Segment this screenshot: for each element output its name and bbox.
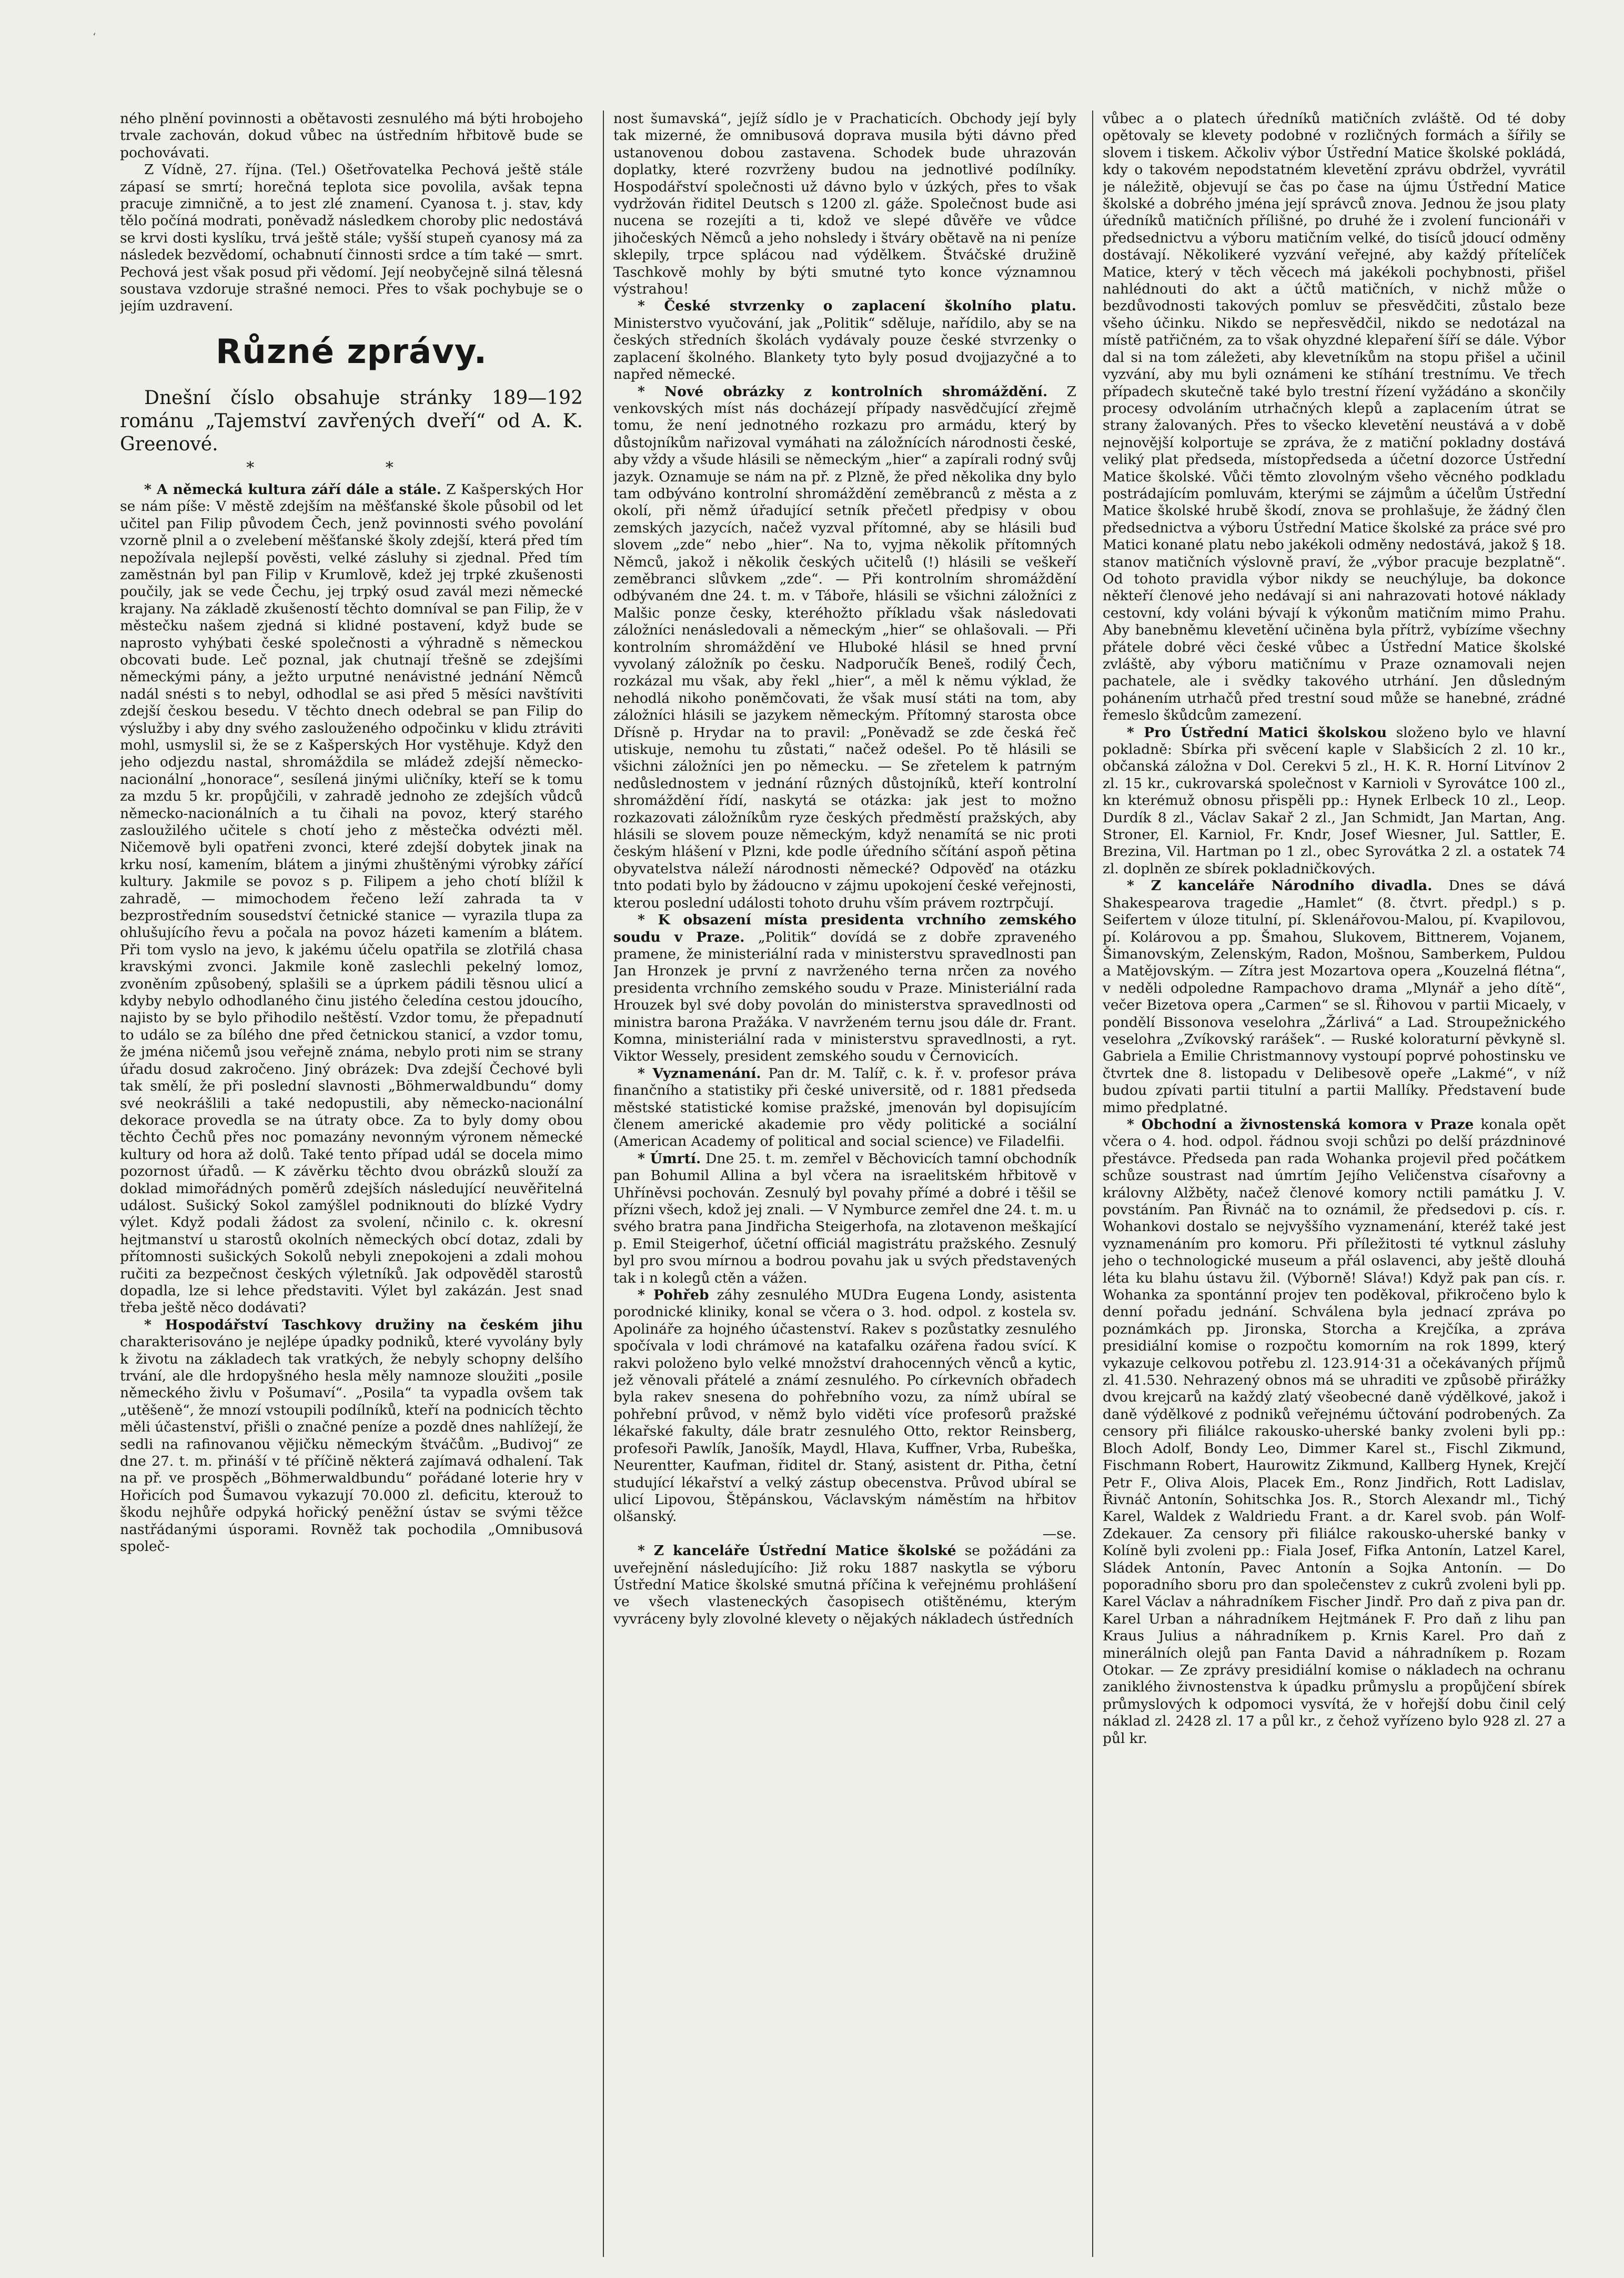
column-rule-2 <box>1092 110 1093 2257</box>
article-body: konala opět včera o 4. hod. odpol. řádnou svoji schůzi po delší prázdninové přestávce. Předseda pan rada Wohanka projevil před počátkem schůze soustrast nad úmrtím Jejího Veličenstva císařovny a královny Alžběty, načež členové komory nctili památku J. V. povstáním. Pan Řivnáč na to oznámil, že předsedovi p. cís. r. Wohankovi dostalo se nejvyššího vyznamenání, kteréž také jest vyznamenáním pro komoru. Při příležitosti té vytknul zásluhy jeho o technologické museum a přál oslavenci, aby ještě dlouhá léta ku blahu ústavu žil. (Výborně! Sláva!) Když pak pan cís. r. Wohanka za spontánní projev ten poděkoval, přikročeno bylo k denní pořadu jednání. Schválena byla jednací zpráva po poznámkách pp. Jironska, Storcha a Krejčíka, a zpráva presidiální komise o rozpočtu komorním na rok 1899, který vykazuje celkovou potřebu zl. 123.914·31 a očekávaných příjmů zl. 41.530. Nehrazený obnos má se uhraditi ve způsobě přirážky dvou krejcarů na každý zlatý všeobecné daně výdělkové, jakož i daně výdělkové z podniků veřejnému účtování podrobených. Za censory při filiálce rakousko-uherské banky zvoleni byli pp.: Bloch Adolf, Bondy Leo, Dimmer Karel st., Fischl Zikmund, Fischmann Robert, Haurowitz Zikmund, Kallberg Hynek, Krejčí Petr F., Oliva Alois, Placek Em., Ronz Jindřich, Rott Ladislav, Řivnáč Antonín, Sohitschka Jos. R., Storch Alexandr ml., Tichý Karel, Waldek z Waldriedu Frant. a dr. Karel svob. pán Wolf-Zdekauer. Za censory při filiálce rakousko-uherské banky v Kolíně byli zvoleni pp.: Fiala Josef, Fifka Antonín, Latzel Karel, Sládek Antonín, Pavec Antonín a Sojka Antonín. — Do poporadního sboru pro dan společenstev z cukrů zvoleni byli pp. Karel Václav a náhradníkem Fischer Jindř. Pro daň z piva pan dr. Karel Urban a náhradníkem Hejtmánek F. Pro daň z lihu pan Kraus Julius a náhradníkem p. Krnis Karel. Pro daň z minerálních olejů pan Fanta David a náhradníkem p. Rozam Otokar. — Ze zprávy presidiální komise o nákladech na ochranu zaniklého živnostenstva k úpadku průmyslu a propůjčení sbírek průmyslových k odpomoci vysvítá, že v hořejší dobu činil celý náklad zl. 2428 zl. 17 a půl kr., z čehož vyřízeno bylo 928 zl. 27 a půl kr. <box>1103 1116 1566 1747</box>
article-german-culture <box>120 481 583 1317</box>
article-headline: * A německá kultura září dále a stále. <box>144 481 441 498</box>
column-1 <box>120 110 583 2257</box>
article-headline: * Z kanceláře Národního divadla. <box>1127 878 1433 894</box>
article-headline: * Nové obrázky z kontrolních shromáždění. <box>638 383 1048 400</box>
article-headline: * K obsazení místa presidenta vrchního zemského soudu v Praze. <box>613 912 1076 945</box>
article-body: „Politik“ dovídá se z dobře zpraveného pramene, že ministeriální rada v ministerstvu spravedlnosti pan Jan Hronzek je první z navrženého terna nrčen za nového presidenta vrchního zemského soudu v Praze. Ministeriální rada Hrouzek byl své doby povolán do ministerstva spravedlnosti od ministra barona Pražáka. V navrženém ternu jsou dále dr. Frant. Komna, ministeriální rada v ministerstvu spravedlnosti, a ryt. Viktor Wessely, president zemského soudu v Černovicích. <box>613 929 1076 1065</box>
column-rule-1 <box>603 110 604 2257</box>
article-court-president <box>613 912 1076 1065</box>
separator-stars: * * <box>246 458 457 477</box>
article-body: Dne 25. t. m. zemřel v Běchovicích tamní obchodník pan Bohumil Allina a byl včera na israelitském hřbitově v Uhříněvsi pochován. Zesnulý byl povahy přímé a dobré i těšil se přízni všech, kdož jej znali. — V Nymburce zemřel dne 24. t. m. u svého bratra pana Jindřicha Steigerhofa, na zlotavenon meškající p. Emil Steigerhof, účetní officiál magistrátu pražského. Zesnulý byl pro svou mírnou a bodrou povahu jak u svých představených tak i n kolegů ctěn a vážen. <box>613 1150 1076 1286</box>
article-headline: * Pro Ústřední Matici školskou <box>1127 724 1387 741</box>
article-national-theatre <box>1103 878 1566 1116</box>
article-body: se požádáni za uveřejnění následujícího: Již roku 1887 naskytla se výboru Ústřední Matice školské smutná příčina k veřejnému prohlášení ve všech vlasteneckých časopisech otištěnému, kterým vyvráceny byly zlovolné klevety o nějakých nákladech ústředních <box>613 1543 1076 1627</box>
article-headline: * Z kanceláře Ústřední Matice školské <box>638 1543 956 1559</box>
article-body: záhy zesnulého MUDra Eugena Londy, asistenta porodnické kliniky, konal se včera o 3. hod. odpol. z kostela sv. Apolináře za hojného účastenství. Rakev s pozůstatky zesnulého spočívala v lodi chrámové na katafalku ozářena řadou svící. K rakvi položeno bylo velké množství drahocenných věnců a kytic, jež věnovali přátelé a známí zesnulého. Po církevních obřadech byla rakev snesena do pohřebního vozu, za nímž ubíral se pohřební průvod, v němž bylo viděti více profesorů pražské lékařské fakulty, dále bratr zesnulého Otto, rektor Reinsberg, profesoři Pawlík, Janošík, Maydl, Hlava, Kuffner, Vrba, Rubeška, Neurentter, Kaufman, řiditel dr. Staný, asistent dr. Pitha, četní studující lékařství a velký zástup obecenstva. Průvod ubíral se ulicí Lipovou, Štěpánskou, Václavským náměstím na hřbitov olšanský. <box>613 1287 1076 1525</box>
article-control-assemblies <box>613 384 1076 912</box>
article-headline: * Vyznamenání. <box>638 1065 761 1082</box>
column-3 <box>1103 110 1566 2257</box>
article-headline: * Pohřeb <box>638 1287 709 1304</box>
article-body: Z venkovských míst nás docházejí případy nasvědčující zřejmě tomu, že není jednotného rozkazu pro armádu, který by důstojníkům nařizoval vymáhati na záložnících národnosti české, aby vždy a všude hlásili se německým „hier“ a zapírali rodný svůj jazyk. Oznamuje se nám na př. z Plzně, že před několika dny bylo tam odbýváno kontrolní shromáždění zeměbranců z města a z okolí, při němž úřadující setník přečetl předpisy v obou zemských jazycích, načež vyzval přítomné, aby se hlásili buď slovem „zde“ nebo „hier“. Na to, vyjma několik přítomných Němců, jakož i několik českých učitelů (!) hlásili se veškeří zeměbranci slůvkem „zde“. — Při kontrolním shromáždění odbývaném dne 24. t. m. v Táboře, hlásili se všichni záložníci z Malšic ponze česky, kteréhožto příkladu však následovati záložníci nenásledovali a německým „hier“ se ohlašovali. — Při kontrolním shromáždění ve Hluboké hlásil se hned první vyvolaný záložník po česku. Nadporučík Beneš, rodilý Čech, rozkázal mu však, aby řekl „hier“, a měl k němu výklad, že nehodlá nikoho poněmčovati, že však musí státi na tom, aby záložníci hlásili se jazykem německým. Přítomný starosta obce Dřísně p. Hrydar na to pravil: „Poněvadž se zde česká řeč utiskuje, nemohu tu zůstati,“ načež odešel. Po tě hlásili se všichni záložníci jen po německu. — Se zřetelem k patrným nedůslednostem v jednání různých důstojníků, kteří kontrolní shromáždění řídí, naskytá se otázka: jak jest to možno rozkazovati záložníkům ryze českých předměstí pražských, aby hlásili se slovem pouze německým, když nenamítá se nic proti českým hlášení v Plzni, kde podle úředního sčítání aspoň pětina obyvatelstva náleží národnosti německé? Odpověď na otázku tnto podati bylo by žádoucno v zájmu upokojení české veřejnosti, kterou poslední události tohoto druhu vším právem roztrpčují. <box>613 383 1076 911</box>
article-body: Dnes se dává Shakespearova tragedie „Hamlet“ (8. čtvrt. předpl.) s p. Seifertem v úloze titulní, pí. Sklenářovou-Malou, pí. Kvapilovou, pí. Kolárovou a pp. Šmahou, Slukovem, Bittnerem, Vojanem, Šimanovským, Zelenským, Radon, Mošnou, Samberkem, Puldou a Matějovským. — Zítra jest Mozartova opera „Kouzelná flétna“, v neděli odpoledne Rampachovo drama „Mlynář a jeho dítě“, večer Bizetova opera „Carmen“ se sl. Řihovou v partii Micaely, v pondělí Bissonova veselohra „Žárlivá“ a Lad. Stroupežnického veselohra „Zvíkovský rarášek“. — Ruské koloraturní pěvkyně sl. Gabriela a Emilie Christmannovy vystoupí poprvé pohostinsku ve čtvrtek dne 8. listopadu v Delibesově opeře „Lakmé“, v níž budou zpívati partii titulní a partii Mallíky. Představení bude mimo předplatné. <box>1103 878 1566 1116</box>
article-body: charakterisováno je nejlépe úpadky podniků, které vyvolány byly k životu na základech tak vratkých, že nebyly schopny delšího trvání, ale dle hrdopyšného hesla měly namnoze sloužiti „posile německého živlu v Pošumaví“. „Posila“ ta vypadla ovšem tak „utěšeně“, že mnozí vstoupili podílníků, kteří na podnicích těchto měli účastenství, přišli o značné peníze a pozdě dnes nahlížejí, že sedli na rafinovanou vějičku německým štváčům. „Budivoj“ ze dne 27. t. m. přináší v té příčině některá zajímavá odhalení. Tak na př. ve prospěch „Böhmerwaldbundu“ pořádané loterie hry v Hořicích pod Šumavou vykazují 70.000 zl. deficitu, kterouž to škodu nejhůře odpyká hořický peněžní ústav se svými těžce nastřádanými úsporami. Rovněž tak pochodila „Omnibusová společ- <box>120 1334 583 1555</box>
continued-paragraph: vůbec a o platech úředníků matičních zvláště. Od té doby opětovaly se klevety podobné v rozličných formách a šířily se slovem i tiskem. Ačkoliv výbor Ústřední Matice školské pokládá, kdy o takovém nepodstatném klevetění zprávu obdržel, vyvrátil je náležitě, objevují se čas po čase na újmu Ústřední Matice školské a dobrého jména její správců znova. Jednou že jsou platy úředníků matičních přílišné, po druhé že i zvolení funcionáři v předsednictvu a výboru matičním velké, do tisíců jdoucí odměny dostávají. Několikeré vyzvání veřejné, aby každý přítelíček Matice, který v těch věcech má jakékoli pochybnosti, přišel nahlédnouti do akt a účtů matičních, v nichž může o bezdůvodnosti takových pomluv se přesvědčiti, zůstalo beze všeho účinku. Nikdo se nepřesvědčil, nikdo se nedotázal na místě patřičném, za to však ohyzdné klepaření šíří se dále. Výbor dal si na tom záležeti, aby klevetníkům na stopu přišel a učinil vyzvání, aby mu byli oznámeni ke stíhání trestnímu. Ve třech případech skutečně také bylo trestní řízení vyžádáno a skončily procesy odvoláním utrhačných klepů a zaplacením útrat se strany žalovaných. Přes to všecko klevetění neustává a v době nejnovější kolportuje se zpráva, že z matiční pokladny dostává veliký plat předseda, místopředseda a účetní dozorce Ústřední Matice školské. Vůči těmto zlovolným všeho věcného podkladu postrádajícím pomluvám, kterými se zájmům a účelům Ústřední Matice školské hrubě škodí, znova se prohlašuje, že žádný člen předsednictva a výboru Ústřední Matice školské za práce své pro Matici konané platu nebo jakékoli odměny nedostává, jakož § 18. stanov matičních výslovně praví, že „výbor pracuje bezplatně“. Od tohoto pravidla výbor nikdy se neuchýluje, ba dokonce někteří členové jeho nedávají si ani nahrazovati hotové náklady cestovní, kdy voláni bývají k výkonům matičním mimo Prahu. Aby banebněmu klevetění učiněna byla přítrž, vybízíme všechny přátele dobré věci české vůbec a Ústřední Matice školské zvláště, aby výboru matičnímu v Praze oznamovali nejen pachatele, ale i svědky takového utrhání. Jen důsledným pohánením utrhačů před trestní soud může se hanebné, zrádné řemeslo škůdcům zamezení. <box>1103 110 1566 724</box>
article-matice-office <box>613 1543 1076 1628</box>
article-honours <box>613 1065 1076 1151</box>
article-matice-donations <box>1103 724 1566 878</box>
article-signature: —se. <box>1042 1525 1076 1542</box>
article-trade-chamber <box>1103 1116 1566 1747</box>
article-headline: * Úmrtí. <box>638 1150 701 1167</box>
column-2 <box>613 110 1076 2257</box>
article-body: Pan dr. M. Talíř, c. k. ř. v. profesor práva finančního a statistiky při české universitě, od r. 1881 předseda městské statistické komise pražské, jmenován byl dopisujícím členem americké akademie pro vědy politické a sociální (American Academy of political and social science) ve Filadelfii. <box>613 1065 1076 1150</box>
article-school-receipts <box>613 298 1076 383</box>
article-headline: * Obchodní a živnostenská komora v Praze <box>1127 1116 1474 1133</box>
page-corner-mark: ʻ <box>93 31 96 43</box>
continued-paragraph: ného plnění povinnosti a obětavosti zesnulého má býti hrobojeho trvale zachován, dokud vůbec na ústředním hřbitově bude se pochovávati. <box>120 110 583 161</box>
serial-notice: Dnešní číslo obsahuje stránky 189—192 románu „Tajemství zavřených dveří“ od A. K. Greenové. <box>120 387 583 455</box>
continued-paragraph: nost šumavská“, jejíž sídlo je v Prachaticích. Obchody její byly tak mizerné, že omnibusová doprava musila býti dávno před ustanovenou dobou zastavena. Schodek bude uhrazován doplatky, které rozvrženy budou na jednotlivé podílníky. Hospodářství společnosti už dávno bylo v úzkých, přes to však vydržován řiditel Deutsch s 1200 zl. gáže. Společnost bude asi nucena se rozejíti a ti, kdož ve slepé důvěře ve vůdce jihočeských Němců a jeho nohsledy i štváry obětavě na ni peníze sklepily, trpce splácou nad výdělkem. Štváčské družině Taschkově mohly by býti smutné tyto konce významnou výstrahou! <box>613 110 1076 298</box>
section-title: Různé zprávy. <box>215 332 488 371</box>
article-taschek-economy <box>120 1317 583 1556</box>
article-body: Ministerstvo vyučování, jak „Politik“ sděluje, nařídilo, aby se na českých středních školách vydávaly pouze české stvrzenky o zaplacení školného. Blankety tyto byly posud dvojjazyčné a to napřed německé. <box>613 315 1076 383</box>
article-body: Z Kašperských Hor se nám píše: V městě zdejším na měšťanské škole působil od let učitel pan Filip původem Čech, jenž povinnosti svého povolání vzorně plnil a o zvelebení měšťanské školy zdejší, která před tím nepožívala nejlepší pověsti, velké zásluhy si zjednal. Před tím zaměstnán byl pan Filip v Krumlově, kdež jej trpké zkušenosti poučily, jak se vede Čechu, jej trpký osud zavál mezi německé krajany. Na základě zkušeností těchto domníval se pan Filip, že v městečku našem zjedná si klidné postavení, když bude se naprosto vyhýbati české společnosti a výhradně s německou obcovati bude. Leč poznal, jak chutnají třešně se zdejšími německými pány, a ježto urputné nenávistné jednání Němců nadál snésti s to nebyl, odhodlal se asi před 5 měsíci navštíviti zdejší českou besedu. V těchto dnech odebral se pan Filip do výslužby i aby dny svého zaslouženého odpočinku v klidu ztráviti mohl, usmyslil si, že se z Kašperských Hor vystěhuje. Když den jeho odjezdu nastal, shromáždila se mládež zdejší německo-nacionální „honorace“, sesílená jinými uličníky, kteří se k tomu za mzdu 5 kr. propůjčili, v zahradě jednoho ze zdejších vůdců německo-nacionálních a tu čihali na povoz, který starého zasloužilého učitele s chotí jeho z městečka odvézti měl. Ničemově byli opatřeni zvonci, které zdejší dobytek jinak na krku nosí, kamením, blátem a jinými zhuštěnými výrobky zářící kultury. Jakmile se povoz s p. Filipem a jeho chotí blížil k zahradě, — mimochodem řečeno leží zahrada ta v bezprostředním sousedství četnické stanice — vyrazila tlupa za ohlušujícího řevu a počala na povoz házeti kamením a blátem. Při tom vyslo na jevo, k jakému účelu opatřila se zlotřilá chasa kravskými zvonci. Jakmile koně zaslechli pekelný lomoz, zvoněním způsobený, splašili se a úprkem pádili těsnou ulicí a kdyby nebylo odhodlaného činu jistého čeledína cestou jdoucího, najisto by se bylo přihodilo neštěstí. Vzdor tomu, že přepadnutí to událo se za bílého dne před četnickou stanicí, a vzdor tomu, že jména ničemů jsou veřejně známa, nebylo proti nim se strany úřadu dosud zakročeno. Jiný obrázek: Dva zdejší Čechové byli tak smělí, že při poslední slavnosti „Böhmerwaldbundu“ domy své neokrášlili a také nedopustili, aby německo-nacionální dekorace provedla se na útraty obce. Za to byly domy obou těchto Čechů přes noc pomazány nevonným výronem německé kultury od hora až dolů. Také tento případ udál se docela mimo pozornost úřadů. — K závěrku těchto dvou obrázků slouží za doklad mimořádných poměrů zdejších následující neuvěřitelná událost. Sušický Sokol zamýšlel podniknouti do blízké Vydry výlet. Když podali žádost za svolení, nčinilo c. k. okresní hejtmanství u starostů okolních německých obcí dotaz, zdali by přítomnosti sušických Sokolů nebyli znepokojeni a zdali mohou ručiti za bezpečnost českých výletníků. Jak odpověděl starostů dopadla, lze si lehce představiti. Výlet byl zakázán. Jest snad třeba ještě něco dodávati? <box>120 481 583 1316</box>
article-deaths <box>613 1151 1076 1287</box>
article-funeral <box>613 1287 1076 1526</box>
article-headline: * České stvrzenky o zaplacení školního platu. <box>638 298 1076 315</box>
news-vienna-pechova: Z Vídně, 27. října. (Tel.) Ošetřovatelka Pechová ještě stále zápasí se smrtí; horečná teplota sice povolila, avšak tepna pracuje zimničně, a to jest zlé znamení. Cyanosa t. j. stav, kdy tělo počíná modrati, poněvadž následkem choroby plic nedostává se krvi dosti kyslíku, trvá ještě stále; vyšší stupeň cyanosy má za následek bezvědomí, ochabnutí činnosti srdce a tím také — smrt. Pechová jest však posud při vědomí. Její neobyčejně silná tělesná soustava vzdoruje strašné nemoci. Přes to však pochybuje se o jejím uzdravení. <box>120 162 583 315</box>
article-body: složeno bylo ve hlavní pokladně: Sbírka při svěcení kaple v Slabšicích 2 zl. 10 kr., občanská záložna v Dol. Cerekvi 5 zl., H. K. R. Horní Litvínov 2 zl. 15 kr., cukrovarská společnost v Karnioli v Syrovátce 100 zl., kn kterémuž obnosu přispěli pp.: Hynek Erlbeck 10 zl., Leop. Durdík 8 zl., Václav Sakař 2 zl., Jan Schmidt, Jan Martan, Ang. Stroner, El. Karniol, Fr. Kndr, Josef Wiesner, Jul. Sattler, E. Brezina, Vil. Hartman po 1 zl., obec Syrovátka 2 zl. a ostatek 74 zl. doplněn ze sbírek pokladničkových. <box>1103 724 1566 877</box>
article-headline: * Hospodářství Taschkovy družiny na českém jihu <box>144 1316 583 1333</box>
